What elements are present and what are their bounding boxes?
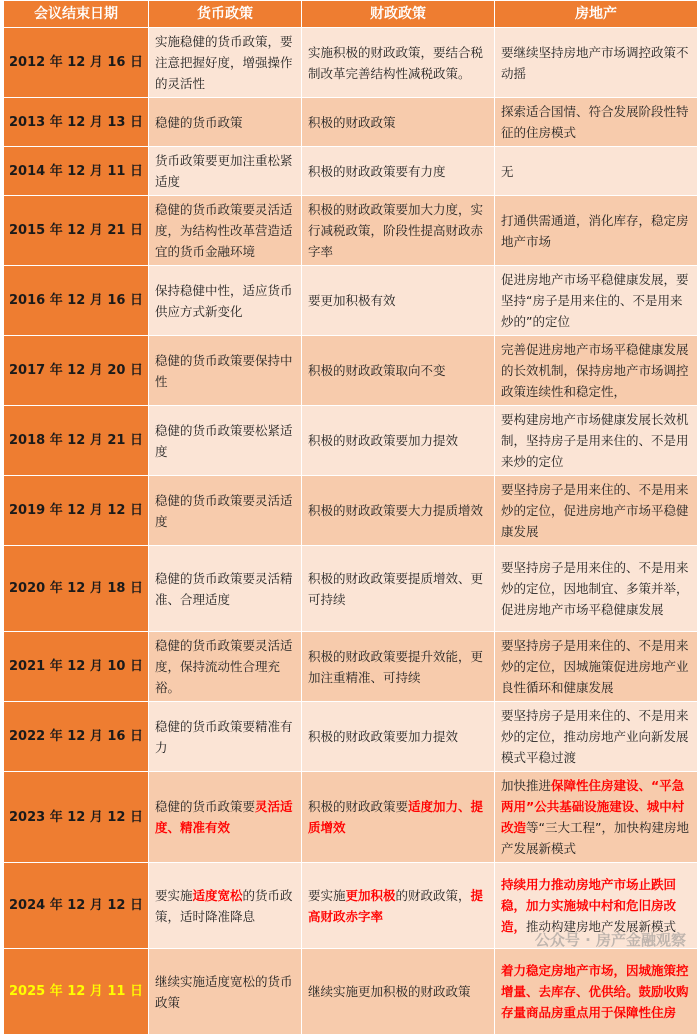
- cell-text: 积极的财政政策要加力提效: [308, 433, 458, 448]
- cell-text: 要坚持房子是用来住的、不是用来炒的定位，推动房地产业向新发展模式平稳过渡: [501, 708, 689, 765]
- cell-text: 稳健的货币政策要保持中性: [155, 353, 293, 389]
- cell-text: 要实施: [155, 888, 193, 903]
- cell-monetary: [149, 98, 302, 147]
- header-monetary: 货币政策: [149, 1, 302, 28]
- highlight-text: 持续用力推动房地产市场止跌回稳，加力实施城中村和危旧房改造，: [501, 877, 676, 934]
- header-date: 会议结束日期: [4, 1, 149, 28]
- cell-text: 等“三大工程”，加快构建房地产发展新模式: [501, 820, 689, 856]
- table-row: [4, 336, 698, 406]
- cell-monetary: [149, 546, 302, 632]
- cell-text: 要坚持房子是用来住的、不是用来炒的定位，因地制宜、多策并举，促进房地产市场平稳健康发展: [501, 560, 689, 617]
- cell-text: 稳健的货币政策要灵活适度: [155, 493, 293, 529]
- cell-date: 2012 年 12 月 16 日: [4, 28, 149, 98]
- cell-property: [495, 949, 698, 1035]
- highlight-text: 适度加力、提质增效: [308, 799, 483, 835]
- cell-text: 积极的财政政策要: [308, 799, 408, 814]
- cell-fiscal: [302, 702, 495, 772]
- cell-text: 稳健的货币政策要松紧适度: [155, 423, 293, 459]
- cell-fiscal: [302, 949, 495, 1035]
- cell-text: 无: [501, 164, 514, 179]
- table-row: [4, 196, 698, 266]
- cell-date: 2021 年 12 月 10 日: [4, 632, 149, 702]
- cell-monetary: [149, 772, 302, 863]
- cell-fiscal: [302, 772, 495, 863]
- cell-text: 稳健的货币政策要精准有力: [155, 719, 293, 755]
- table-row: [4, 949, 698, 1035]
- cell-text: 实施稳健的货币政策，要注意把握好度，增强操作的灵活性: [155, 34, 293, 91]
- cell-text: 保持稳健中性，适应货币供应方式新变化: [155, 283, 293, 319]
- highlight-text: 灵活适度、精准有效: [155, 799, 293, 835]
- header-property: 房地产: [495, 1, 698, 28]
- highlight-text: 着力稳定房地产市场，因城施策控增量、去库存、优供给。鼓励收购存量商品房重点用于保障性住房: [501, 963, 689, 1020]
- cell-text: 加快推进: [501, 778, 551, 793]
- cell-text: 积极的财政政策要加大力度，实行减税政策，阶段性提高财政赤字率: [308, 202, 483, 259]
- cell-property: [495, 336, 698, 406]
- cell-monetary: [149, 476, 302, 546]
- cell-text: 要坚持房子是用来住的、不是用来炒的定位，因城施策促进房地产业良性循环和健康发展: [501, 638, 689, 695]
- cell-fiscal: [302, 476, 495, 546]
- cell-property: [495, 147, 698, 196]
- table-row: [4, 147, 698, 196]
- highlight-text: 保障性住房建设、“平急两用”公共基础设施建设、城中村改造: [501, 778, 684, 835]
- cell-text: 促进房地产市场平稳健康发展，要坚持“房子是用来住的、不是用来炒的”的定位: [501, 272, 689, 329]
- cell-fiscal: [302, 147, 495, 196]
- table-row: [4, 406, 698, 476]
- cell-monetary: [149, 949, 302, 1035]
- cell-date: 2019 年 12 月 12 日: [4, 476, 149, 546]
- cell-text: 稳健的货币政策要灵活适度，为结构性改革营造适宜的货币金融环境: [155, 202, 293, 259]
- header-fiscal: 财政政策: [302, 1, 495, 28]
- cell-date: 2018 年 12 月 21 日: [4, 406, 149, 476]
- watermark: 公众号 · 房产金融观察: [535, 929, 686, 950]
- cell-date: 2013 年 12 月 13 日: [4, 98, 149, 147]
- table-row: [4, 28, 698, 98]
- table-row: [4, 772, 698, 863]
- cell-text: 继续实施适度宽松的货币政策: [155, 974, 293, 1010]
- highlight-text: 适度宽松: [193, 888, 243, 903]
- cell-monetary: [149, 196, 302, 266]
- cell-property: [495, 863, 698, 949]
- cell-text: 实施积极的财政政策，要结合税制改革完善结构性减税政策。: [308, 45, 483, 81]
- cell-date: 2014 年 12 月 11 日: [4, 147, 149, 196]
- cell-text: 要更加积极有效: [308, 293, 396, 308]
- cell-text: 积极的财政政策要大力提质增效: [308, 503, 483, 518]
- cell-monetary: [149, 147, 302, 196]
- cell-text: 积极的财政政策要提升效能，更加注重精准、可持续: [308, 649, 483, 685]
- table-row: [4, 98, 698, 147]
- cell-fiscal: [302, 266, 495, 336]
- cell-monetary: [149, 863, 302, 949]
- cell-monetary: [149, 406, 302, 476]
- cell-date: 2023 年 12 月 12 日: [4, 772, 149, 863]
- cell-text: 完善促进房地产市场平稳健康发展的长效机制，保持房地产市场调控政策连续性和稳定性，: [501, 342, 689, 399]
- cell-property: [495, 546, 698, 632]
- table-row: [4, 632, 698, 702]
- cell-text: 积极的财政政策要提质增效、更可持续: [308, 571, 483, 607]
- cell-date: 2025 年 12 月 11 日: [4, 949, 149, 1035]
- cell-text: 继续实施更加积极的财政政策: [308, 984, 471, 999]
- cell-text: 要坚持房子是用来住的、不是用来炒的定位，促进房地产市场平稳健康发展: [501, 482, 689, 539]
- highlight-text: 提高财政赤字率: [308, 888, 483, 924]
- cell-date: 2015 年 12 月 21 日: [4, 196, 149, 266]
- cell-text: 积极的财政政策取向不变: [308, 363, 446, 378]
- cell-text: 货币政策要更加注重松紧适度: [155, 153, 293, 189]
- cell-property: [495, 632, 698, 702]
- table-row: [4, 702, 698, 772]
- cell-fiscal: [302, 98, 495, 147]
- cell-monetary: [149, 28, 302, 98]
- cell-property: [495, 772, 698, 863]
- cell-date: 2016 年 12 月 16 日: [4, 266, 149, 336]
- cell-fiscal: [302, 406, 495, 476]
- cell-date: 2024 年 12 月 12 日: [4, 863, 149, 949]
- cell-text: 打通供需通道，消化库存，稳定房地产市场: [501, 213, 689, 249]
- table-row: [4, 266, 698, 336]
- header-row: [4, 1, 698, 28]
- cell-property: [495, 266, 698, 336]
- cell-text: 积极的财政政策: [308, 115, 396, 130]
- cell-text: 的财政政策，: [396, 888, 471, 903]
- cell-text: 积极的财政政策要有力度: [308, 164, 446, 179]
- cell-text: 要继续坚持房地产市场调控政策不动摇: [501, 45, 689, 81]
- cell-property: [495, 28, 698, 98]
- cell-fiscal: [302, 632, 495, 702]
- cell-property: [495, 406, 698, 476]
- cell-text: 探索适合国情、符合发展阶段性特征的住房模式: [501, 104, 689, 140]
- cell-text: 要构建房地产市场健康发展长效机制，坚持房子是用来住的、不是用来炒的定位: [501, 412, 689, 469]
- cell-text: 稳健的货币政策: [155, 115, 243, 130]
- cell-date: 2017 年 12 月 20 日: [4, 336, 149, 406]
- table-row: [4, 546, 698, 632]
- cell-date: 2022 年 12 月 16 日: [4, 702, 149, 772]
- table-row: [4, 476, 698, 546]
- table-body: [4, 28, 698, 1035]
- cell-fiscal: [302, 336, 495, 406]
- cell-text: 稳健的货币政策要灵活精准、合理适度: [155, 571, 293, 607]
- cell-fiscal: [302, 28, 495, 98]
- cell-fiscal: [302, 863, 495, 949]
- policy-table: [3, 0, 698, 1035]
- cell-monetary: [149, 336, 302, 406]
- cell-text: 的货币政策，适时降准降息: [155, 888, 293, 924]
- cell-monetary: [149, 632, 302, 702]
- cell-property: [495, 476, 698, 546]
- cell-property: [495, 98, 698, 147]
- cell-text: 稳健的货币政策要: [155, 799, 255, 814]
- cell-fiscal: [302, 546, 495, 632]
- cell-property: [495, 702, 698, 772]
- cell-property: [495, 196, 698, 266]
- cell-monetary: [149, 702, 302, 772]
- cell-fiscal: [302, 196, 495, 266]
- highlight-text: 更加积极: [346, 888, 396, 903]
- cell-date: 2020 年 12 月 18 日: [4, 546, 149, 632]
- cell-text: 推动构建房地产发展新模式: [526, 919, 676, 934]
- cell-text: 要实施: [308, 888, 346, 903]
- table-row: [4, 863, 698, 949]
- cell-text: 积极的财政政策要加力提效: [308, 729, 458, 744]
- cell-text: 稳健的货币政策要灵活适度，保持流动性合理充裕。: [155, 638, 293, 695]
- cell-monetary: [149, 266, 302, 336]
